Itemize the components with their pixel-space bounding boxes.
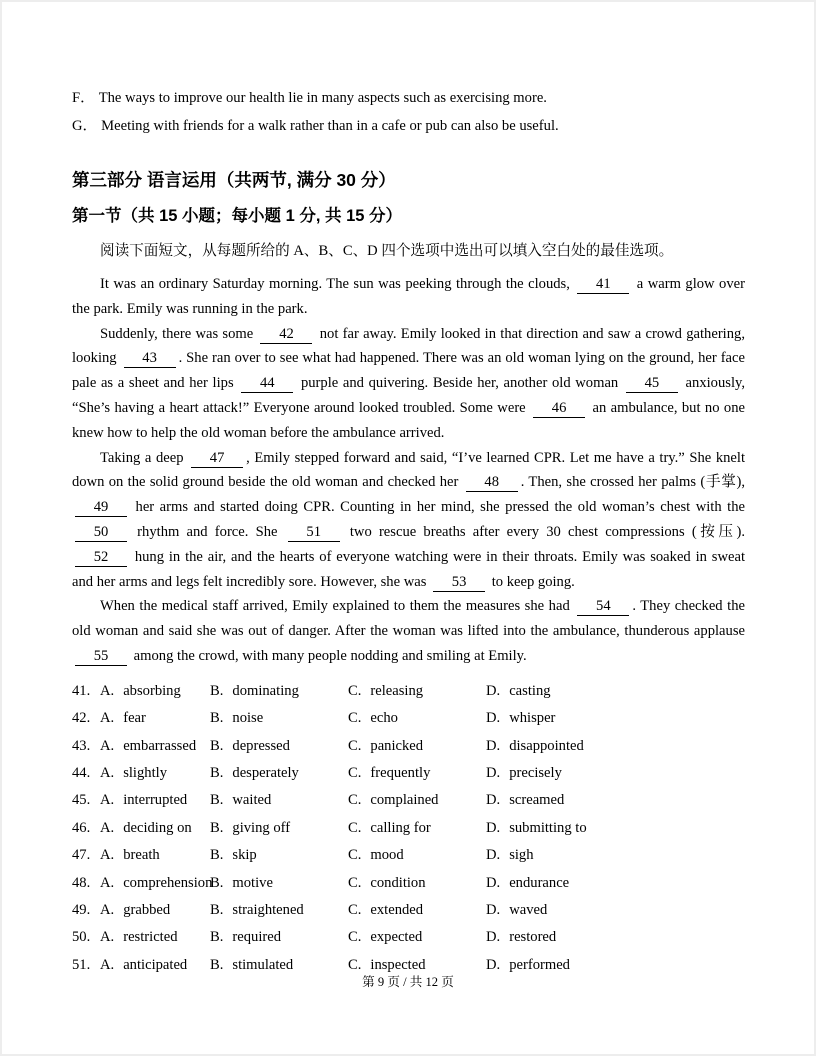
option-letter: C. xyxy=(348,737,362,754)
option-text: anticipated xyxy=(123,956,188,973)
cloze-blank-41: 41 xyxy=(577,277,629,294)
option-text: stimulated xyxy=(232,956,294,973)
options-table xyxy=(72,678,745,979)
option-text: whisper xyxy=(509,710,556,727)
option-cell-C xyxy=(348,815,486,842)
cloze-blank-49: 49 xyxy=(75,500,127,517)
option-text: required xyxy=(232,929,282,946)
choice-list-fg xyxy=(72,86,745,138)
option-letter: A. xyxy=(100,764,115,781)
option-letter: D. xyxy=(486,847,501,864)
cloze-blank-47: 47 xyxy=(191,451,243,468)
option-cell-C xyxy=(348,870,486,897)
option-text: grabbed xyxy=(123,902,171,918)
option-text: screamed xyxy=(509,792,565,809)
option-letter: A. xyxy=(100,792,115,809)
passage-paragraph-4: When the medical staff arrived, Emily explained to them the measures she had 54 . They checked the old woman and said she was out of danger. After the woman was lifted into the ambulance, thunderous applause 55 among the crowd, with many people nodding and smiling at Emily. xyxy=(72,598,745,664)
option-text: frequently xyxy=(370,764,431,781)
option-row-50 xyxy=(72,924,745,951)
option-row-43 xyxy=(72,733,745,760)
option-text: submitting to xyxy=(509,819,587,836)
option-letter: A. xyxy=(100,874,115,891)
option-row-49 xyxy=(72,897,745,924)
part-heading: 第三部分 语言运用（共两节, 满分 30 分） xyxy=(72,170,396,190)
option-text: precisely xyxy=(509,764,562,781)
option-text: inspected xyxy=(370,956,426,973)
option-letter: B. xyxy=(210,710,224,727)
instruction-text: 阅读下面短文，从每题所给的 A、B、C、D 四个选项中选出可以填入空白处的最佳选项。 xyxy=(100,243,674,259)
option-letter: B. xyxy=(210,764,224,781)
cloze-blank-51: 51 xyxy=(288,525,340,542)
option-cell-A xyxy=(100,897,210,924)
option-row-44 xyxy=(72,760,745,787)
option-cell-B xyxy=(210,787,348,814)
option-cell-A xyxy=(100,705,210,732)
option-number: 50. xyxy=(72,929,91,946)
option-letter: C. xyxy=(348,682,362,699)
cloze-blank-55: 55 xyxy=(75,649,127,666)
option-text: complained xyxy=(370,792,439,809)
option-cell-B xyxy=(210,815,348,842)
option-text: casting xyxy=(509,682,551,699)
option-letter: C. xyxy=(348,874,362,891)
option-row-41 xyxy=(72,678,745,705)
option-text: deciding on xyxy=(123,819,192,836)
passage xyxy=(72,272,745,669)
option-cell-D xyxy=(486,897,745,924)
option-text: interrupted xyxy=(123,792,188,809)
item-f-label: F． xyxy=(72,90,95,106)
option-text: endurance xyxy=(509,874,570,891)
option-text: restored xyxy=(509,929,557,946)
passage-paragraph-2: Suddenly, there was some 42 not far away. Emily looked in that direction and saw a crowd gathering, looking 43 . She ran over to see what had happened. There was an old woman lying on the ground, her face pale as a sheet and her lips 44 purple and quivering. Beside her, another old woman 45 anxiously, “She’s having a heart attack!” Everyone around looked troubled. Some were 46 an ambulance, but no one knew how to help the old woman before the ambulance arrived. xyxy=(72,325,745,441)
item-g-text: Meeting with friends for a walk rather than in a cafe or pub can also be useful. xyxy=(101,118,559,134)
option-cell-C xyxy=(348,760,486,787)
option-letter: D. xyxy=(486,929,501,946)
page-footer xyxy=(0,972,816,992)
option-text: skip xyxy=(232,847,257,864)
option-letter: A. xyxy=(100,737,115,754)
option-cell-C xyxy=(348,678,486,705)
cloze-blank-46: 46 xyxy=(533,401,585,418)
option-cell-B xyxy=(210,842,348,869)
option-text: calling for xyxy=(370,819,431,836)
cloze-blank-42: 42 xyxy=(260,327,312,344)
option-letter: A. xyxy=(100,902,115,918)
option-row-45 xyxy=(72,787,745,814)
option-letter: A. xyxy=(100,847,115,864)
option-text: embarrassed xyxy=(123,737,197,754)
option-number: 49. xyxy=(72,902,91,918)
option-cell-C xyxy=(348,705,486,732)
option-cell-A xyxy=(100,760,210,787)
passage-paragraph-3: Taking a deep 47 , Emily stepped forward and said, “I’ve learned CPR. Let me have a try.” She knelt down on the solid ground beside the old woman and checked her 48 . Then, she crossed her palms (手掌), 49 her arms and started doing CPR. Counting in her mind, she pressed the old woman’s chest with the 50 rhythm and force. She 51 two rescue breaths after every 30 chest compressions (按压). 52 hung in the air, and the hearts of everyone watching were in their throats. Emily was soaked in sweat and her arms and legs felt incredibly sore. However, she was 53 to keep going. xyxy=(72,449,746,590)
option-row-48 xyxy=(72,870,745,897)
option-number: 42. xyxy=(72,710,91,727)
option-text: dominating xyxy=(232,682,299,699)
cloze-blank-43: 43 xyxy=(124,351,176,368)
option-text: echo xyxy=(370,710,398,727)
option-cell-A xyxy=(100,815,210,842)
option-letter: C. xyxy=(348,847,362,864)
option-letter: D. xyxy=(486,902,501,918)
option-cell-D xyxy=(486,815,745,842)
option-cell-C xyxy=(348,733,486,760)
option-letter: D. xyxy=(486,737,501,754)
option-letter: A. xyxy=(100,929,115,946)
option-letter: B. xyxy=(210,682,224,699)
option-text: absorbing xyxy=(123,682,181,699)
option-cell-A xyxy=(100,678,210,705)
option-text: giving off xyxy=(232,819,291,836)
option-number: 44. xyxy=(72,764,91,781)
option-cell-C xyxy=(348,897,486,924)
option-letter: A. xyxy=(100,682,115,699)
option-number: 43. xyxy=(72,737,91,754)
option-cell-B xyxy=(210,678,348,705)
option-text: straightened xyxy=(232,902,304,918)
option-cell-B xyxy=(210,733,348,760)
option-letter: D. xyxy=(486,682,501,699)
option-cell-A xyxy=(100,787,210,814)
option-text: expected xyxy=(370,929,423,946)
option-text: waved xyxy=(509,902,548,918)
option-text: condition xyxy=(370,874,426,891)
option-text: performed xyxy=(509,956,570,973)
option-cell-B xyxy=(210,897,348,924)
option-cell-D xyxy=(486,705,745,732)
option-letter: B. xyxy=(210,902,224,918)
option-letter: B. xyxy=(210,874,224,891)
option-cell-B xyxy=(210,760,348,787)
item-g-label: G． xyxy=(72,118,98,134)
cloze-blank-50: 50 xyxy=(75,525,127,542)
option-number: 51. xyxy=(72,956,91,973)
option-cell-D xyxy=(486,733,745,760)
option-cell-B xyxy=(210,705,348,732)
option-cell-D xyxy=(486,870,745,897)
option-text: desperately xyxy=(232,764,299,781)
option-number: 47. xyxy=(72,847,91,864)
option-text: restricted xyxy=(123,929,178,946)
option-text: releasing xyxy=(370,682,424,699)
option-cell-B xyxy=(210,924,348,951)
option-cell-D xyxy=(486,678,745,705)
option-cell-D xyxy=(486,924,745,951)
option-letter: C. xyxy=(348,929,362,946)
option-letter: A. xyxy=(100,819,115,836)
option-letter: D. xyxy=(486,710,501,727)
option-number: 46. xyxy=(72,819,91,836)
option-text: noise xyxy=(232,710,264,727)
option-row-47 xyxy=(72,842,745,869)
option-text: slightly xyxy=(123,764,167,781)
option-text: panicked xyxy=(370,737,424,754)
cloze-blank-54: 54 xyxy=(577,599,629,616)
option-text: waited xyxy=(232,792,272,809)
option-letter: A. xyxy=(100,710,115,727)
option-text: comprehension xyxy=(123,874,213,891)
option-letter: C. xyxy=(348,710,362,727)
option-letter: B. xyxy=(210,792,224,809)
cloze-blank-52: 52 xyxy=(75,550,127,567)
option-cell-D xyxy=(486,842,745,869)
option-letter: C. xyxy=(348,764,362,781)
section-heading: 第一节（共 15 小题；每小题 1 分, 共 15 分） xyxy=(72,207,403,225)
cloze-blank-48: 48 xyxy=(466,475,518,492)
option-letter: B. xyxy=(210,956,224,973)
option-number: 45. xyxy=(72,792,91,809)
page-number: 第 9 页 / 共 12 页 xyxy=(362,975,454,989)
option-text: breath xyxy=(123,847,160,864)
passage-paragraph-1: It was an ordinary Saturday morning. The sun was peeking through the clouds, 41 a warm glow over the park. Emily was running in the park. xyxy=(72,276,745,317)
option-letter: C. xyxy=(348,902,362,918)
option-text: sigh xyxy=(509,847,534,864)
cloze-blank-45: 45 xyxy=(626,376,678,393)
option-cell-A xyxy=(100,924,210,951)
option-row-46 xyxy=(72,815,745,842)
option-number: 41. xyxy=(72,682,91,699)
option-cell-A xyxy=(100,870,213,897)
option-cell-A xyxy=(100,842,210,869)
option-letter: A. xyxy=(100,956,115,973)
option-cell-A xyxy=(100,733,210,760)
option-cell-B xyxy=(210,870,348,897)
option-text: motive xyxy=(232,874,273,891)
option-letter: C. xyxy=(348,956,362,973)
option-letter: D. xyxy=(486,764,501,781)
cloze-blank-44: 44 xyxy=(241,376,293,393)
option-number: 48. xyxy=(72,874,91,891)
option-text: mood xyxy=(370,847,404,864)
list-item-f xyxy=(72,86,745,110)
item-f-text: The ways to improve our health lie in many aspects such as exercising more. xyxy=(98,90,547,106)
option-cell-C xyxy=(348,842,486,869)
option-letter: D. xyxy=(486,792,501,809)
option-letter: D. xyxy=(486,819,501,836)
option-row-42 xyxy=(72,705,745,732)
option-letter: B. xyxy=(210,847,224,864)
option-cell-D xyxy=(486,760,745,787)
option-text: extended xyxy=(370,902,424,918)
option-letter: C. xyxy=(348,792,362,809)
option-letter: B. xyxy=(210,929,224,946)
option-text: disappointed xyxy=(509,737,584,754)
option-text: fear xyxy=(123,710,146,727)
cloze-blank-53: 53 xyxy=(433,575,485,592)
option-letter: D. xyxy=(486,874,501,891)
option-cell-D xyxy=(486,787,745,814)
option-letter: D. xyxy=(486,956,501,973)
option-letter: B. xyxy=(210,737,224,754)
option-letter: C. xyxy=(348,819,362,836)
option-text: depressed xyxy=(232,737,290,754)
option-letter: B. xyxy=(210,819,224,836)
option-cell-C xyxy=(348,924,486,951)
list-item-g xyxy=(72,114,745,138)
option-cell-C xyxy=(348,787,486,814)
